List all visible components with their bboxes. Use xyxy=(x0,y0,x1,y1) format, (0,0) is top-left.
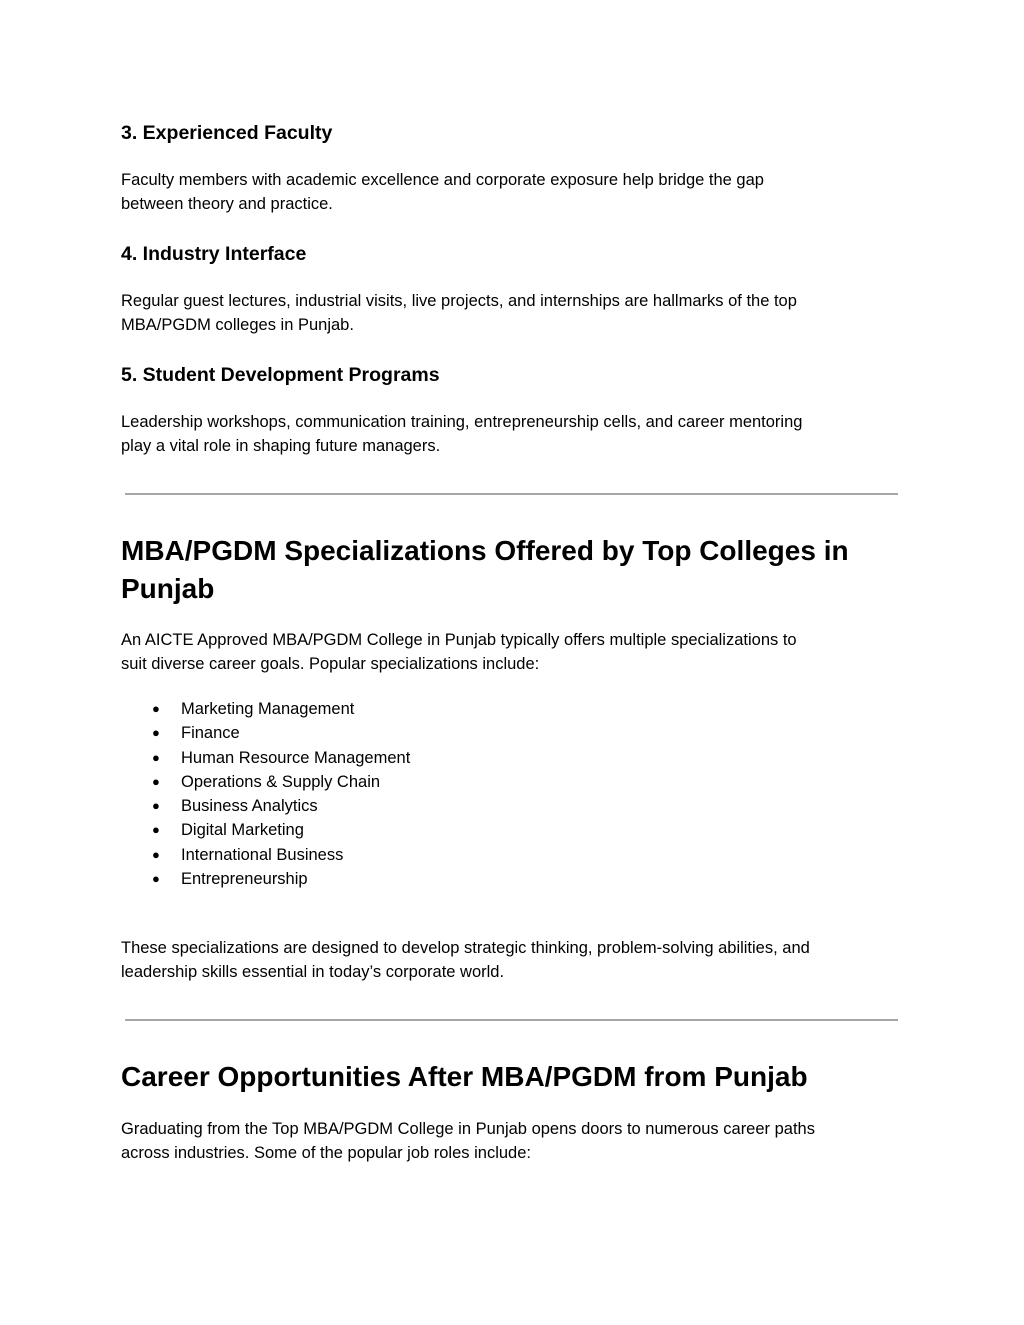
paragraph-experienced-faculty xyxy=(121,168,901,217)
paragraph-line: between theory and practice. xyxy=(121,195,333,214)
paragraph-line: These specializations are designed to develop strategic thinking, problem-solving abilities, and xyxy=(121,939,810,957)
list-item xyxy=(121,818,410,842)
paragraph-line: leadership skills essential in today’s corporate world. xyxy=(121,963,505,982)
list-item-label: Business Analytics xyxy=(181,797,318,816)
list-item xyxy=(121,794,410,818)
list-item-label: Finance xyxy=(181,724,240,743)
paragraph-line: across industries. Some of the popular job roles include: xyxy=(121,1144,531,1163)
specializations-list xyxy=(121,697,410,891)
paragraph-line: Leadership workshops, communication training, entrepreneurship cells, and career mentoring xyxy=(121,413,803,431)
paragraph-line: Faculty members with academic excellence and corporate exposure help bridge the gap xyxy=(121,171,764,189)
heading-student-development: 5. Student Development Programs xyxy=(121,364,440,386)
paragraph-industry-interface xyxy=(121,289,901,338)
list-item-label: Digital Marketing xyxy=(181,821,304,840)
list-item-label: Operations & Supply Chain xyxy=(181,772,381,791)
bullet-icon: ● xyxy=(152,846,160,862)
bullet-icon: ● xyxy=(152,798,160,814)
list-item xyxy=(121,867,410,891)
bullet-icon: ● xyxy=(152,725,160,741)
list-item-label: Entrepreneurship xyxy=(181,870,308,889)
bullet-icon: ● xyxy=(152,749,160,765)
heading-specializations xyxy=(121,532,901,608)
heading-line: MBA/PGDM Specializations Offered by Top Colleges in xyxy=(121,535,849,566)
list-item xyxy=(121,746,410,770)
list-item xyxy=(121,843,410,867)
bullet-icon: ● xyxy=(152,871,160,887)
horizontal-rule xyxy=(125,1019,898,1021)
list-item-label: International Business xyxy=(181,845,344,864)
paragraph-specializations-intro xyxy=(121,628,901,677)
horizontal-rule xyxy=(125,493,898,495)
paragraph-line: play a vital role in shaping future managers. xyxy=(121,437,441,456)
paragraph-line: suit diverse career goals. Popular specializations include: xyxy=(121,655,540,674)
paragraph-line: MBA/PGDM colleges in Punjab. xyxy=(121,316,354,335)
paragraph-line: Regular guest lectures, industrial visits, live projects, and internships are hallmarks of the top xyxy=(121,292,797,310)
list-item-label: Marketing Management xyxy=(181,700,355,718)
heading-career-opportunities: Career Opportunities After MBA/PGDM from Punjab xyxy=(121,1061,808,1092)
list-item-label: Human Resource Management xyxy=(181,748,411,767)
heading-experienced-faculty: 3. Experienced Faculty xyxy=(121,122,333,144)
bullet-icon: ● xyxy=(152,773,160,789)
heading-industry-interface: 4. Industry Interface xyxy=(121,243,307,265)
paragraph-student-development xyxy=(121,410,901,459)
list-item xyxy=(121,770,410,794)
bullet-icon: ● xyxy=(152,822,160,838)
bullet-icon: ● xyxy=(152,701,160,716)
paragraph-careers-intro xyxy=(121,1117,901,1166)
heading-line: Punjab xyxy=(121,573,215,604)
paragraph-line: Graduating from the Top MBA/PGDM College in Punjab opens doors to numerous career paths xyxy=(121,1120,815,1138)
list-item xyxy=(121,721,410,745)
list-item xyxy=(121,697,410,721)
paragraph-line: An AICTE Approved MBA/PGDM College in Punjab typically offers multiple specializations to xyxy=(121,631,797,649)
paragraph-specializations-outro xyxy=(121,936,901,985)
